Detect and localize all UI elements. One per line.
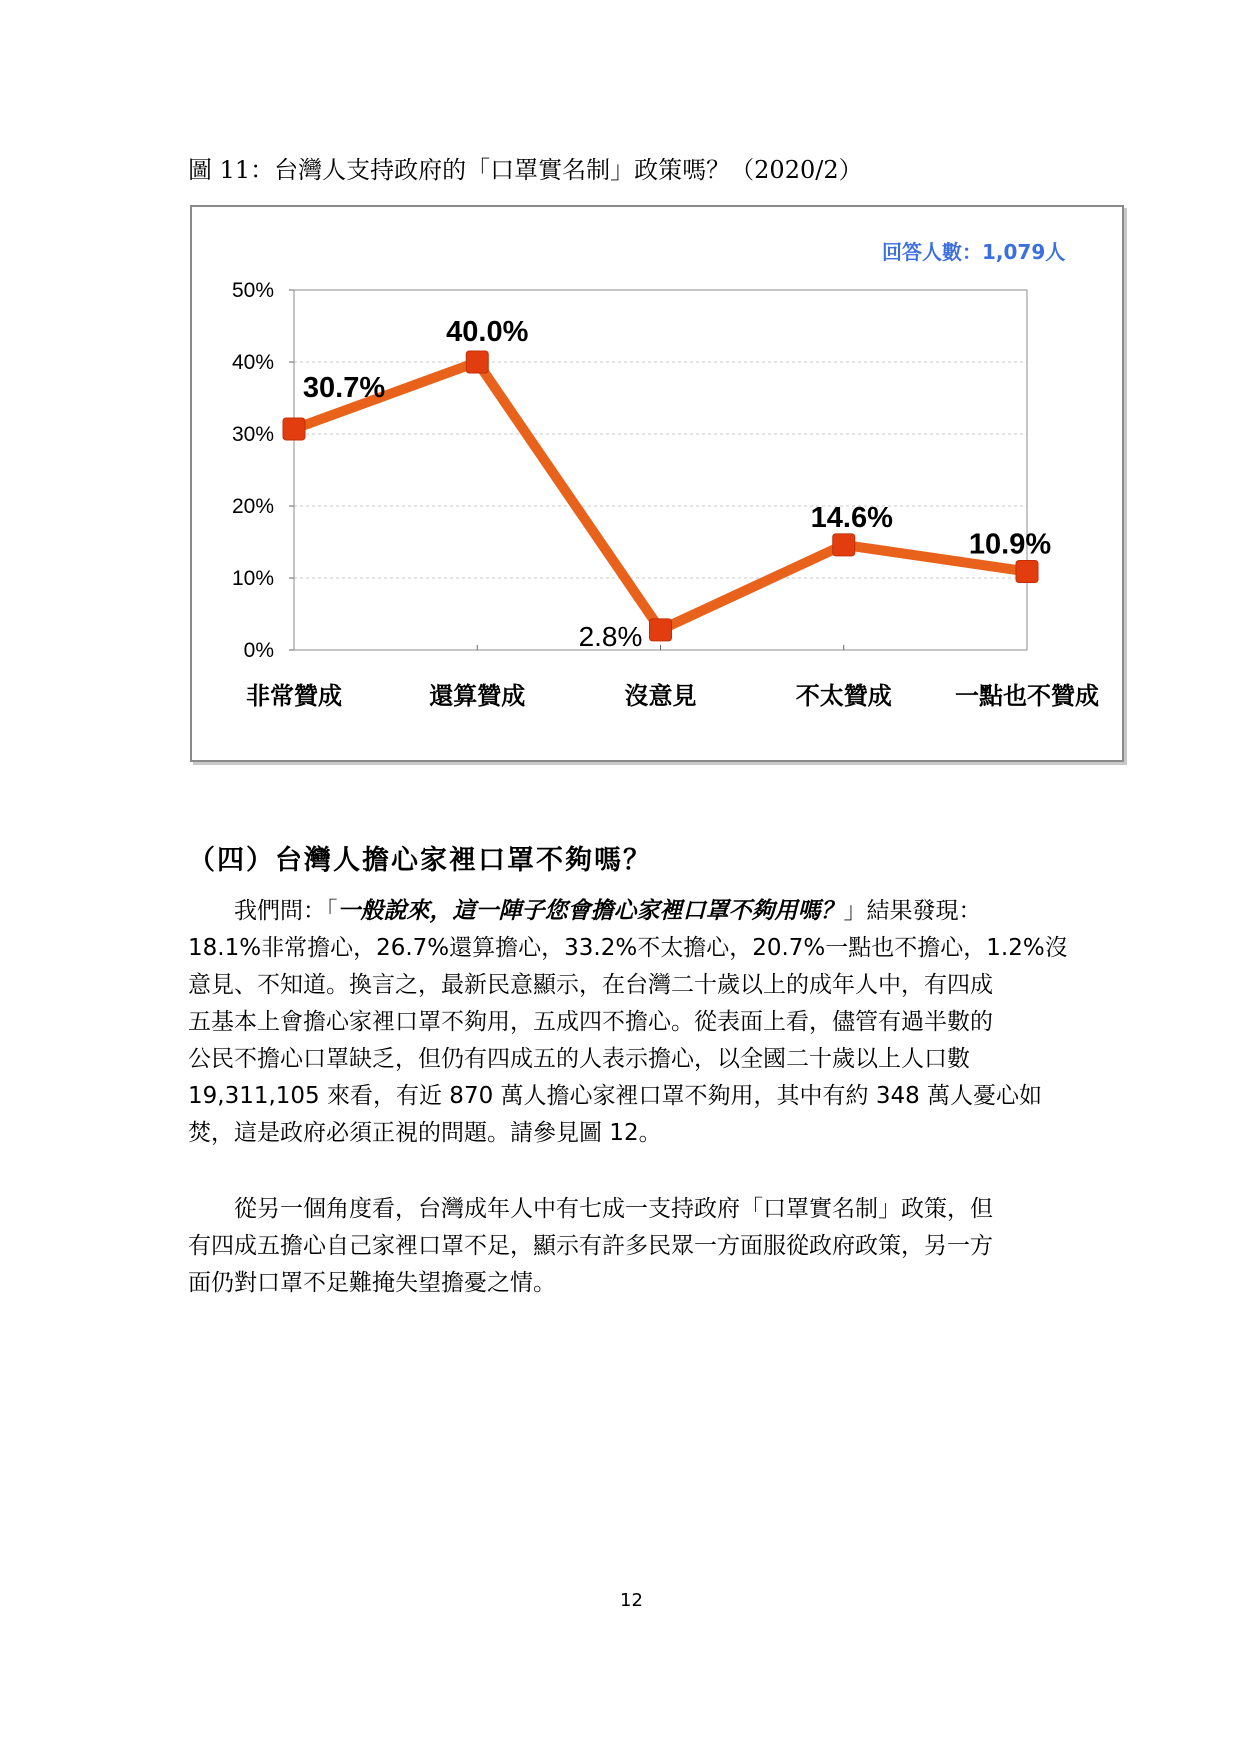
- y-tick-label: 20%: [231, 495, 274, 518]
- quote-open: 我們問：「: [234, 898, 338, 924]
- paragraph-line: [188, 893, 1048, 930]
- data-label: 40.0%: [446, 316, 529, 348]
- paragraph-2: [188, 1191, 1048, 1302]
- respondent-count: 回答人數：1,079人: [882, 240, 1066, 264]
- chart-frame: [190, 205, 1124, 762]
- data-label: 10.9%: [968, 528, 1052, 561]
- paragraph-line: 面仍對口罩不足難掩失望擔憂之情。: [188, 1270, 556, 1296]
- figure-caption: 圖 11：台灣人支持政府的「口罩實名制」政策嗎？（2020/2）: [188, 156, 863, 184]
- y-tick-label: 10%: [231, 567, 274, 590]
- paragraph-line: 公民不擔心口罩缺乏，但仍有四成五的人表示擔心，以全國二十歲以上人口數: [188, 1046, 970, 1072]
- x-category-label: 沒意見: [624, 682, 697, 710]
- data-point: [1016, 561, 1038, 583]
- paragraph-line: 從另一個角度看，台灣成年人中有七成一支持政府「口罩實名制」政策，但: [234, 1196, 993, 1222]
- x-category-label: 不太贊成: [795, 682, 892, 710]
- y-tick-label: 50%: [231, 279, 274, 302]
- data-point: [283, 418, 305, 440]
- survey-question: 一般說來，這一陣子您會擔心家裡口罩不夠用嗎？: [337, 898, 844, 924]
- series-line: [294, 362, 1027, 630]
- y-tick-label: 30%: [231, 423, 274, 446]
- paragraph-line: 18.1%非常擔心，26.7%還算擔心，33.2%不太擔心，20.7%一點也不擔心，1.2%沒: [188, 935, 1068, 961]
- paragraph-line: 意見、不知道。換言之，最新民意顯示，在台灣二十歲以上的成年人中，有四成: [188, 972, 993, 998]
- data-point: [833, 534, 855, 556]
- quote-close: 」結果發現：: [843, 898, 982, 924]
- plot-area: [294, 290, 1027, 650]
- data-label: 14.6%: [810, 501, 893, 534]
- paragraph-line: 有四成五擔心自己家裡口罩不足，顯示有許多民眾一方面服從政府政策，另一方: [188, 1233, 993, 1259]
- data-point: [650, 619, 672, 641]
- x-category-label: 一點也不贊成: [955, 682, 1099, 710]
- page-number: 12: [620, 1590, 643, 1611]
- paragraph-line: 五基本上會擔心家裡口罩不夠用，五成四不擔心。從表面上看，儘管有過半數的: [188, 1009, 993, 1035]
- data-point: [466, 351, 488, 373]
- data-label: 2.8%: [578, 620, 643, 652]
- data-label: 30.7%: [302, 371, 386, 404]
- paragraph-line: 19,311,105 來看，有近 870 萬人擔心家裡口罩不夠用，其中有約 348 萬人憂心如: [188, 1083, 1043, 1109]
- section-heading: （四）台灣人擔心家裡口罩不夠嗎？: [188, 845, 652, 876]
- paragraph-1: [188, 893, 1068, 1152]
- x-category-label: 非常贊成: [246, 682, 342, 710]
- y-tick-label: 0%: [243, 639, 274, 662]
- x-category-label: 還算贊成: [429, 682, 526, 710]
- line-chart: [192, 207, 1122, 760]
- paragraph-line: 焚，這是政府必須正視的問題。請參見圖 12。: [188, 1120, 662, 1146]
- y-tick-label: 40%: [231, 351, 274, 374]
